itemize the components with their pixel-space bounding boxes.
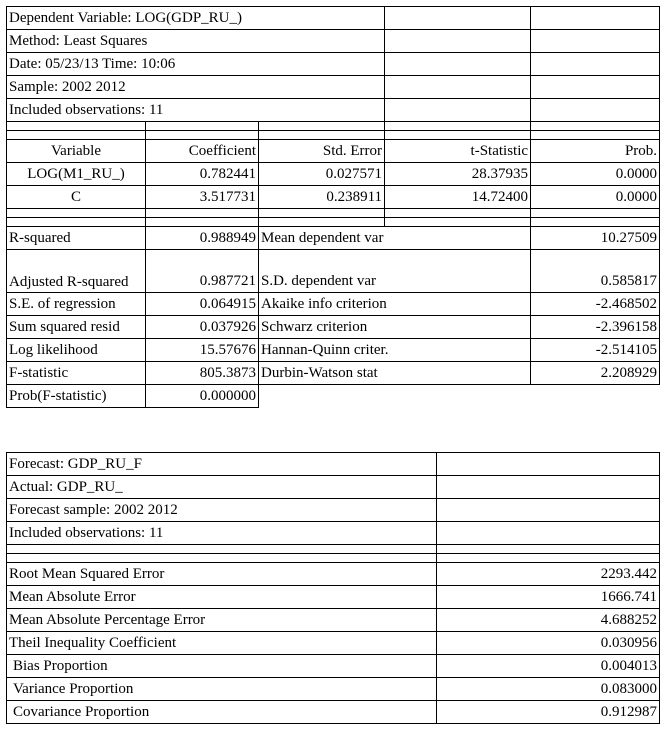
stat-value: -2.396158	[531, 316, 660, 339]
stat-value: 10.27509	[531, 227, 660, 250]
stat-value: 15.57676	[146, 339, 259, 362]
stat-value: -2.514105	[531, 339, 660, 362]
stat-row	[7, 362, 660, 385]
stat-value: 0.987721	[146, 250, 259, 293]
stat-label: R-squared	[7, 227, 146, 250]
forecast-name: Forecast: GDP_RU_F	[7, 453, 437, 476]
stat-row	[7, 316, 660, 339]
spacer-row	[7, 122, 660, 131]
coefficient-row	[7, 186, 660, 209]
forecast-table	[6, 452, 660, 724]
metric-label: Covariance Proportion	[7, 701, 437, 724]
stat-label: Prob(F-statistic)	[7, 385, 146, 408]
header-row	[7, 522, 660, 545]
header-row	[7, 99, 660, 122]
spacer-row	[7, 545, 660, 554]
column-header-row	[7, 140, 660, 163]
metric-label: Root Mean Squared Error	[7, 563, 437, 586]
date: Date: 05/23/13 Time: 10:06	[7, 53, 385, 76]
stat-value: 805.3873	[146, 362, 259, 385]
regression-table	[6, 6, 660, 408]
stat-row	[7, 227, 660, 250]
stat-label: Adjusted R-squared	[7, 250, 146, 293]
t-statistic-value: 14.72400	[385, 186, 531, 209]
column-header: Coefficient	[146, 140, 259, 163]
header-row	[7, 499, 660, 522]
column-header: t-Statistic	[385, 140, 531, 163]
stat-row	[7, 339, 660, 362]
header-row	[7, 7, 660, 30]
stat-label: Sum squared resid	[7, 316, 146, 339]
std-error-value: 0.027571	[259, 163, 385, 186]
stat-value: -2.468502	[531, 293, 660, 316]
metric-row	[7, 655, 660, 678]
stat-label: Schwarz criterion	[259, 316, 531, 339]
stat-label: Hannan-Quinn criter.	[259, 339, 531, 362]
variable-name: LOG(M1_RU_)	[7, 163, 146, 186]
t-statistic-value: 28.37935	[385, 163, 531, 186]
metric-label: Theil Inequality Coefficient	[7, 632, 437, 655]
header-row	[7, 76, 660, 99]
stat-label: Akaike info criterion	[259, 293, 531, 316]
column-header: Prob.	[531, 140, 660, 163]
stat-row	[7, 293, 660, 316]
forecast-observations: Included observations: 11	[7, 522, 437, 545]
header-row	[7, 476, 660, 499]
forecast-sample: Forecast sample: 2002 2012	[7, 499, 437, 522]
metric-label: Bias Proportion	[7, 655, 437, 678]
spacer-row	[7, 209, 660, 218]
actual-name: Actual: GDP_RU_	[7, 476, 437, 499]
stat-label: Durbin-Watson stat	[259, 362, 531, 385]
header-row	[7, 453, 660, 476]
metric-value: 2293.442	[437, 563, 660, 586]
metric-value: 0.083000	[437, 678, 660, 701]
sample: Sample: 2002 2012	[7, 76, 385, 99]
metric-value: 0.912987	[437, 701, 660, 724]
metric-label: Mean Absolute Percentage Error	[7, 609, 437, 632]
stat-row	[7, 250, 660, 293]
prob-value: 0.0000	[531, 186, 660, 209]
header-row	[7, 30, 660, 53]
metric-row	[7, 632, 660, 655]
spacer-row	[7, 218, 660, 227]
column-header: Variable	[7, 140, 146, 163]
header-row	[7, 53, 660, 76]
stat-label: Mean dependent var	[259, 227, 531, 250]
metric-label: Variance Proportion	[7, 678, 437, 701]
column-header: Std. Error	[259, 140, 385, 163]
prob-value: 0.0000	[531, 163, 660, 186]
variable-name: C	[7, 186, 146, 209]
stat-row	[7, 385, 660, 408]
std-error-value: 0.238911	[259, 186, 385, 209]
stat-value: 0.585817	[531, 250, 660, 293]
metric-row	[7, 701, 660, 724]
stat-value: 0.064915	[146, 293, 259, 316]
metric-row	[7, 586, 660, 609]
stat-label: S.D. dependent var	[259, 250, 531, 293]
spacer-row	[7, 554, 660, 563]
dependent-variable: Dependent Variable: LOG(GDP_RU_)	[7, 7, 385, 30]
metric-value: 0.004013	[437, 655, 660, 678]
stat-label: S.E. of regression	[7, 293, 146, 316]
metric-value: 0.030956	[437, 632, 660, 655]
stat-value: 0.000000	[146, 385, 259, 408]
metric-row	[7, 678, 660, 701]
metric-row	[7, 563, 660, 586]
stat-value: 0.037926	[146, 316, 259, 339]
metric-row	[7, 609, 660, 632]
stat-value: 0.988949	[146, 227, 259, 250]
metric-label: Mean Absolute Error	[7, 586, 437, 609]
metric-value: 4.688252	[437, 609, 660, 632]
stat-value: 2.208929	[531, 362, 660, 385]
coefficient-value: 3.517731	[146, 186, 259, 209]
metric-value: 1666.741	[437, 586, 660, 609]
coefficient-row	[7, 163, 660, 186]
stat-label: Log likelihood	[7, 339, 146, 362]
stat-label: F-statistic	[7, 362, 146, 385]
method: Method: Least Squares	[7, 30, 385, 53]
observations: Included observations: 11	[7, 99, 385, 122]
spacer-row	[7, 131, 660, 140]
coefficient-value: 0.782441	[146, 163, 259, 186]
